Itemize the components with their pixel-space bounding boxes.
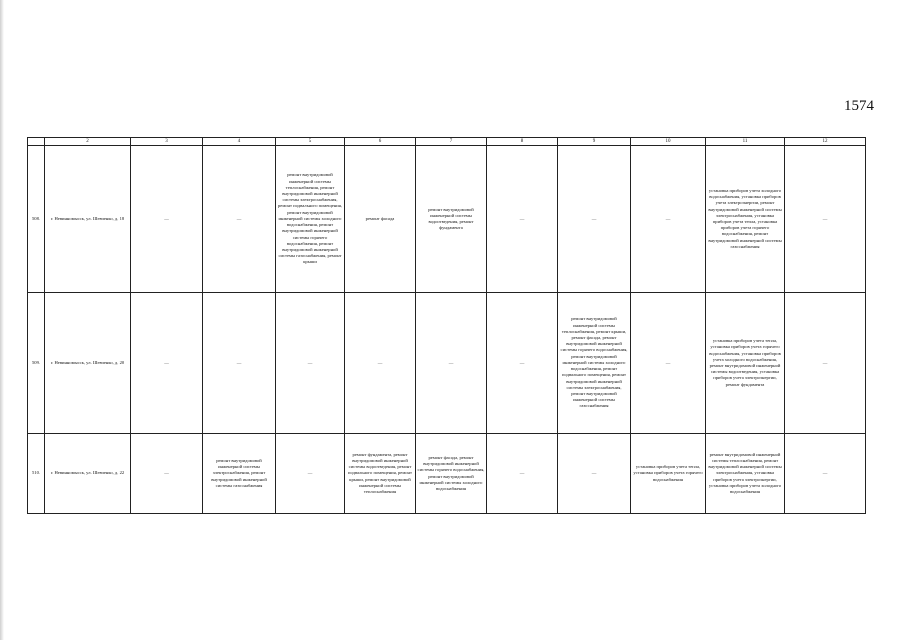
row-number: 510.: [28, 434, 45, 514]
cell: установка приборов учета тепла, установка приборов учета горячего водоснабжения, установка приборов учета холодного водоснабжения, ремонт внутридомовой инженерной системы водоотведения, установка приборов учета электроэнергии, ремонт фундамента: [706, 293, 785, 434]
column-header: 11: [706, 138, 785, 146]
column-header: 5: [276, 138, 345, 146]
column-header: 4: [203, 138, 276, 146]
cell: —: [785, 146, 866, 293]
cell: ремонт фундамента, ремонт внутридомовой инженерной системы водоотведения, ремонт подвального помещения, ремонт крыши, ремонт внутридомовой инженерной системы теплоснабжения: [345, 434, 416, 514]
cell: —: [345, 293, 416, 434]
cell: —: [785, 293, 866, 434]
table-row: [28, 146, 866, 293]
cell: ремонт внутридомовой инженерной системы теплоснабжения, ремонт крыши, ремонт фасада, ремонт внутридомовой инженерной системы горячего водоснабжения, ремонт внутридомовой инженерной системы холодного водоснабжения, ремонт подвального помещения, ремонт внутридомовой инженерной системы электроснабжения, ремонт внутридомовой инженерной системы газоснабжения: [558, 293, 631, 434]
cell: установка приборов учета тепла, установка приборов учета горячего водоснабжения: [631, 434, 706, 514]
cell: —: [487, 434, 558, 514]
page-edge-shadow: [0, 0, 4, 640]
cell: ремонт фасада: [345, 146, 416, 293]
cell: ремонт внутридомовой инженерной системы теплоснабжения, ремонт внутридомовой инженерной системы электроснабжения, ремонт подвального помещения, ремонт внутридомовой инженерной системы холодного водоснабжения, ремонт внутридомовой инженерной системы горячего водоснабжения, ремонт внутридомовой инженерной системы газоснабжения, ремонт крыши: [276, 146, 345, 293]
row-number: 508.: [28, 146, 45, 293]
cell: —: [203, 293, 276, 434]
cell: —: [131, 146, 203, 293]
column-number-row: [28, 138, 866, 146]
repair-schedule-table: [27, 137, 866, 514]
column-header: 3: [131, 138, 203, 146]
column-header: 7: [416, 138, 487, 146]
cell: —: [785, 434, 866, 514]
building-address: г. Невинномысск, ул. Шевченко, д. 18: [45, 146, 131, 293]
cell: —: [631, 146, 706, 293]
row-number: 509.: [28, 293, 45, 434]
cell: —: [131, 293, 203, 434]
cell: —: [487, 146, 558, 293]
column-header: 8: [487, 138, 558, 146]
column-header: [28, 138, 45, 146]
cell: —: [558, 146, 631, 293]
cell: —: [631, 293, 706, 434]
building-address: г. Невинномысск, ул. Шевченко, д. 22: [45, 434, 131, 514]
cell: —: [487, 293, 558, 434]
cell: —: [131, 434, 203, 514]
table-row: [28, 293, 866, 434]
table-row: [28, 434, 866, 514]
column-header: 9: [558, 138, 631, 146]
cell: —: [558, 434, 631, 514]
column-header: 12: [785, 138, 866, 146]
cell: ремонт фасада, ремонт внутридомовой инженерной системы горячего водоснабжения, ремонт внутридомовой инженерной системы холодного водоснабжения: [416, 434, 487, 514]
cell: установка приборов учета холодного водоснабжения, установка приборов учета электроэнергии, ремонт внутридомовой инженерной системы электроснабжения, установка приборов учета тепла, установка приборов учета горячего водоснабжения, ремонт внутридомовой инженерной системы газоснабжения: [706, 146, 785, 293]
cell: ремонт внутридомовой инженерной системы теплоснабжения, ремонт внутридомовой инженерной системы электроснабжения, установка приборов учета электроэнергии, установка приборов учета холодного водоснабжения: [706, 434, 785, 514]
column-header: 2: [45, 138, 131, 146]
column-header: 6: [345, 138, 416, 146]
cell: ремонт внутридомовой инженерной системы водоотведения, ремонт фундамента: [416, 146, 487, 293]
cell: —: [203, 146, 276, 293]
cell: —: [416, 293, 487, 434]
cell: ремонт внутридомовой инженерной системы электроснабжения, ремонт внутридомовой инженерной системы газоснабжения: [203, 434, 276, 514]
building-address: г. Невинномысск, ул. Шевченко, д. 20: [45, 293, 131, 434]
column-header: 10: [631, 138, 706, 146]
cell: —: [276, 293, 345, 434]
page-number: 1574: [844, 98, 874, 114]
cell: —: [276, 434, 345, 514]
